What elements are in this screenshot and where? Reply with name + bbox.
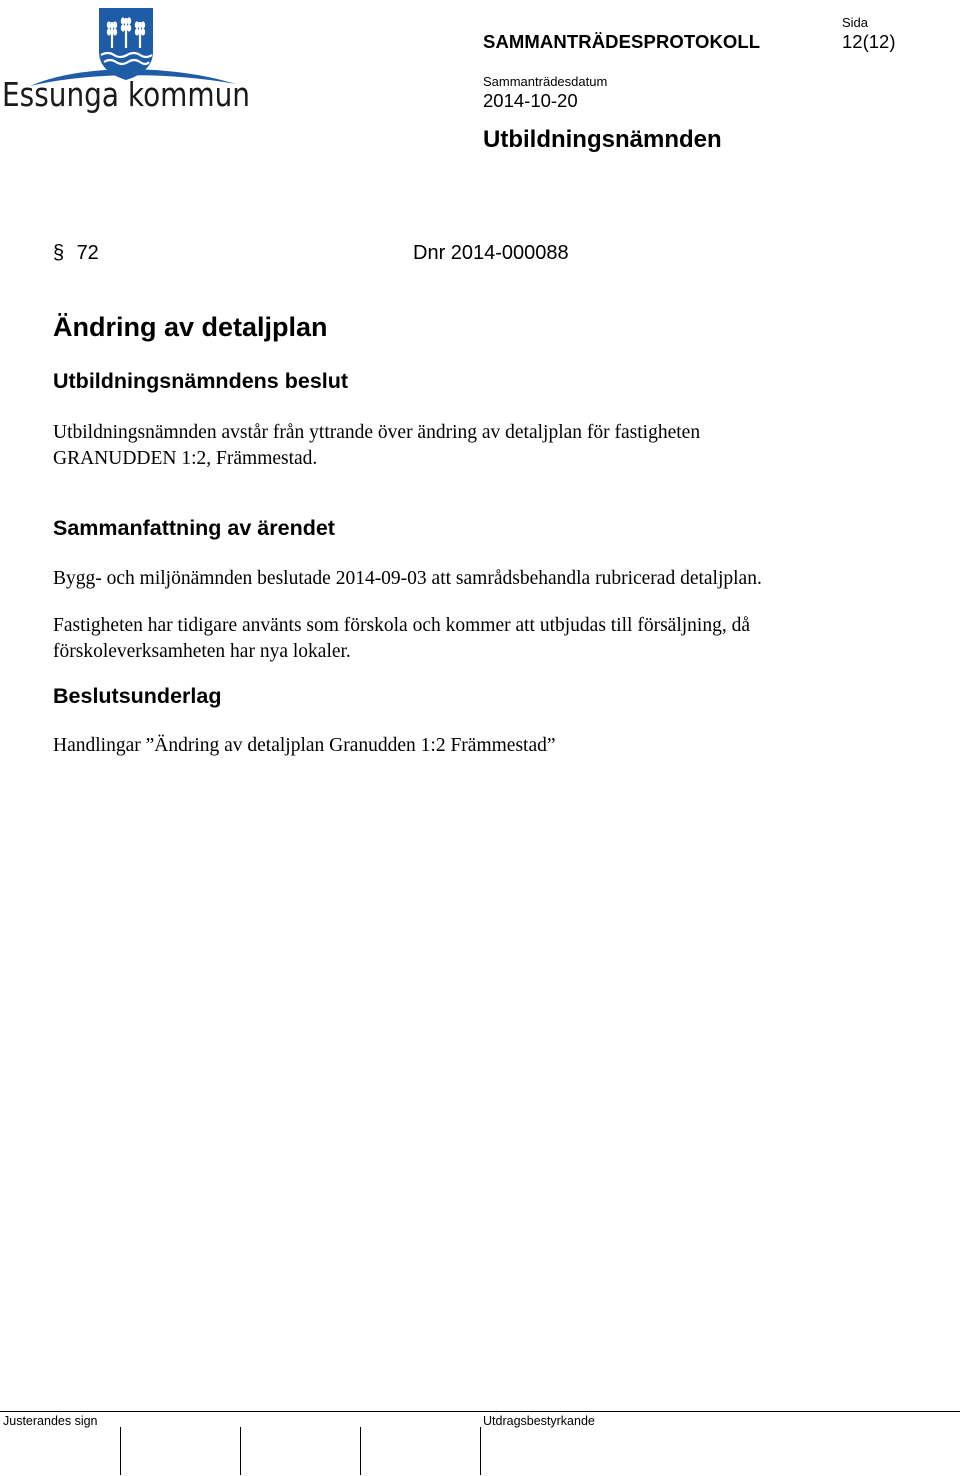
signature-box-divider	[240, 1427, 241, 1475]
svg-text:Essunga kommun: Essunga kommun	[2, 75, 250, 114]
decision-text: Utbildningsnämnden avstår från yttrande över ändring av detaljplan för fastigheten GRANUDDEN 1:2, Främmestad.	[53, 422, 701, 469]
protocol-title: SAMMANTRÄDESPROTOKOLL	[483, 31, 761, 52]
signature-box-divider	[360, 1427, 361, 1475]
paragraph-number	[53, 242, 99, 265]
essunga-kommun-logo	[0, 0, 260, 115]
coat-of-arms-icon	[0, 0, 260, 115]
basis-heading: Beslutsunderlag	[53, 684, 222, 708]
signature-box-divider	[480, 1427, 481, 1475]
footer-divider	[0, 1411, 960, 1412]
case-dnr: Dnr 2014-000088	[413, 242, 569, 264]
extract-certification-label: Utdragsbestyrkande	[483, 1414, 595, 1428]
page-label: Sida	[842, 15, 869, 30]
paragraph-sign: §	[53, 242, 65, 264]
case-title: Ändring av detaljplan	[53, 312, 328, 342]
decision-heading: Utbildningsnämndens beslut	[53, 369, 349, 393]
summary-heading: Sammanfattning av ärendet	[53, 516, 335, 540]
signature-box-divider	[120, 1427, 121, 1475]
basis-text: Handlingar ”Ändring av detaljplan Granudden 1:2 Främmestad”	[53, 735, 556, 756]
adjuster-sign-label: Justerandes sign	[3, 1414, 98, 1428]
summary-paragraph-2: Fastigheten har tidigare använts som förskola och kommer att utbjudas till försäljning, då förskoleverksamheten har nya lokaler.	[53, 615, 750, 662]
footer	[0, 1411, 960, 1476]
meeting-date-value: 2014-10-20	[483, 90, 578, 111]
summary-paragraph-1: Bygg- och miljönämnden beslutade 2014-09-03 att samrådsbehandla rubricerad detaljplan.	[53, 568, 762, 589]
meeting-date-label: Sammanträdesdatum	[483, 74, 608, 89]
paragraph-number-value: 72	[76, 242, 99, 264]
committee-name: Utbildningsnämnden	[483, 126, 722, 153]
page-number: 12(12)	[842, 31, 896, 52]
